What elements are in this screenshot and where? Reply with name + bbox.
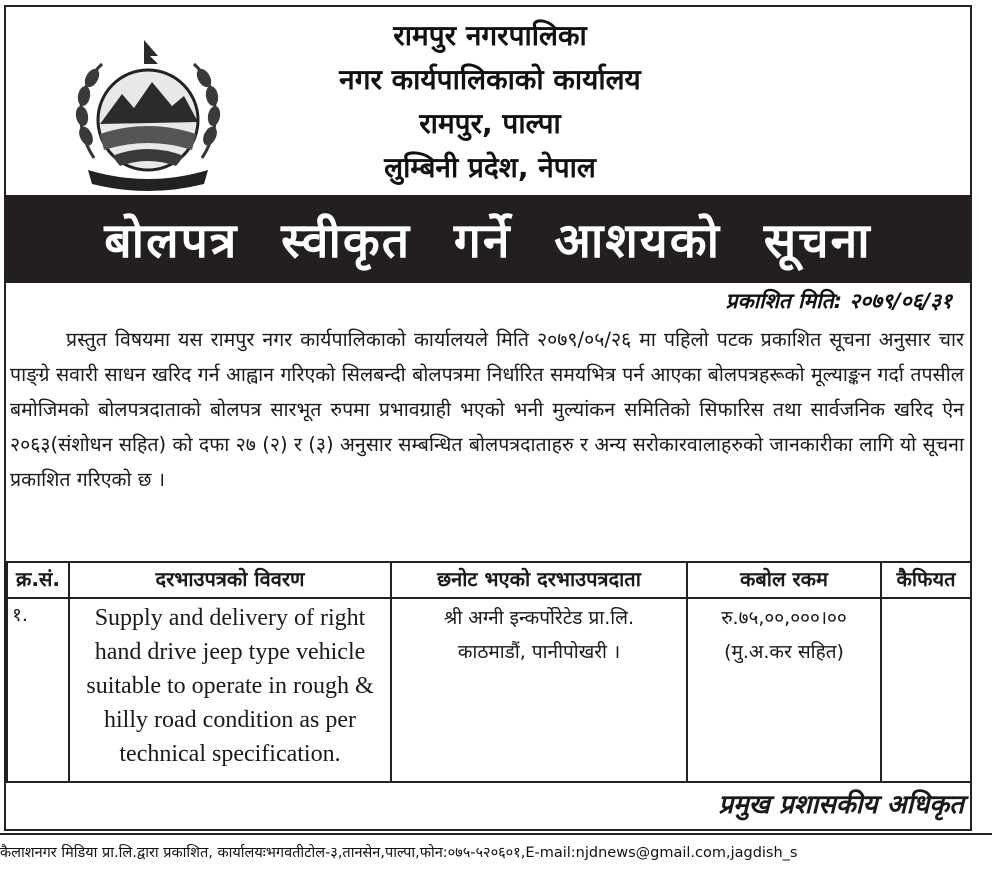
nepal-government-emblem-icon — [72, 38, 224, 196]
footer-divider — [0, 833, 992, 835]
notice-body-paragraph: प्रस्तुत विषयमा यस रामपुर नगर कार्यपालिकाको कार्यालयले मिति २०७९/०५/२६ मा पहिलो पटक प्रकाशित सूचना अनुसार चार पाङ्ग्रे सवारी साधन खरिद गर्न आह्वान गरिएको सिलबन्दी बोलपत्रमा निर्धारित समयभित्र पर्न आएका बोलपत्रहरूको मूल्याङ्कन गर्दा तपसील बमोजिमको बोलपत्रदाताको बोलपत्र सारभूत रुपमा प्रभावग्राही भएको भनी मुल्यांकन समितिको सिफारिस तथा सार्वजनिक खरिद ऐन २०६३(संशोधन सहित) को दफा २७ (२) र (३) अनुसार सम्बन्धित बोलपत्रदाताहरु र अन्य सरोकारवालाहरुको जानकारीका लागि यो सूचना प्रकाशित गरिएको छ । — [10, 328, 964, 491]
notice-title-banner — [4, 195, 972, 283]
table-row — [7, 598, 971, 782]
table-header-row — [7, 562, 971, 598]
signatory-title: प्रमुख प्रशासकीय अधिकृत — [718, 790, 964, 820]
bidder-name: श्री अग्नी इन्कर्पोरेटेड प्रा.लि. — [443, 607, 635, 629]
cell-amount — [687, 598, 881, 782]
publication-date: प्रकाशित मिति: २०७९/०६/३१ — [725, 289, 952, 313]
cell-sn: १. — [7, 598, 69, 782]
publisher-footer: कैलाशनगर मिडिया प्रा.लि.द्वारा प्रकाशित, कार्यालयःभगवतीटोल-३,तानसेन,पाल्पा,फोन:०७५-५२०६०१,E-mail:njdnews@gmail.com,jagdish_s — [0, 845, 798, 861]
cell-bidder — [391, 598, 687, 782]
header-description: दरभाउपत्रको विवरण — [69, 562, 391, 598]
cell-description — [69, 598, 391, 782]
description-text: Supply and delivery of right hand drive jeep type vehicle suitable to operate in rough & hilly road condition as per technical specification. — [86, 605, 374, 767]
header-line-province: लुम्बिनी प्रदेश, नेपाल — [384, 151, 596, 184]
header-remarks: कैफियत — [881, 562, 971, 598]
bidder-address: काठमाडौं, पानीपोखरी । — [457, 641, 621, 663]
header-line-district: रामपुर, पाल्पा — [419, 107, 561, 140]
cell-remarks — [881, 598, 971, 782]
office-header — [230, 14, 750, 190]
bid-table — [6, 561, 972, 783]
header-bid-amount: कबोल रकम — [687, 562, 881, 598]
bid-amount: रु.७५,००,०००।०० — [721, 607, 847, 629]
header-selected-bidder: छनोट भएको दरभाउपत्रदाता — [391, 562, 687, 598]
notice-title: बोलपत्र स्वीकृत गर्ने आशयको सूचना — [104, 212, 872, 269]
header-line-office: नगर कार्यपालिकाको कार्यालय — [339, 63, 641, 96]
header-sn: क्र.सं. — [7, 562, 69, 598]
header-line-municipality: रामपुर नगरपालिका — [393, 19, 587, 52]
bid-amount-note: (मु.अ.कर सहित) — [724, 641, 844, 663]
